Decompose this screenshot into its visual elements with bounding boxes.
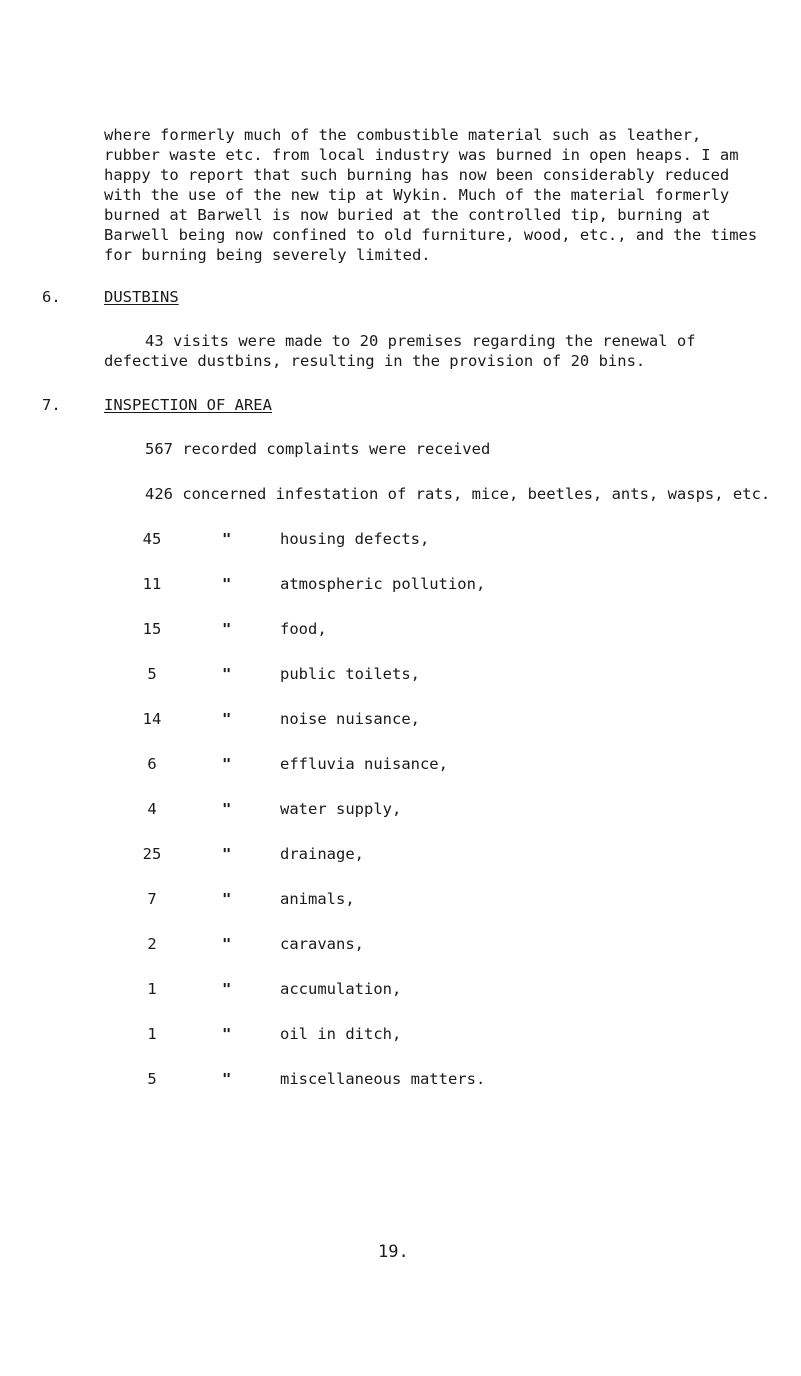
- complaint-item: [0, 979, 700, 999]
- complaint-item: [0, 934, 700, 954]
- complaint-description: drainage,: [280, 845, 364, 863]
- complaint-item-infestation: 426 concerned infestation of rats, mice, beetles, ants, wasps, etc.: [145, 485, 771, 503]
- intro-paragraph: [104, 125, 794, 265]
- complaint-item: [0, 799, 700, 819]
- intro-line: rubber waste etc. from local industry was burned in open heaps. I am: [104, 146, 739, 164]
- ditto-mark: ": [222, 530, 232, 548]
- ditto-mark: ": [222, 800, 232, 818]
- complaint-description: food,: [280, 620, 327, 638]
- ditto-mark: ": [222, 755, 232, 773]
- complaint-count: 1: [147, 980, 157, 998]
- complaint-count: 15: [142, 620, 162, 638]
- complaint-count: 5: [147, 1070, 157, 1088]
- complaint-count: 25: [142, 845, 162, 863]
- intro-line: with the use of the new tip at Wykin. Much of the material formerly: [104, 186, 730, 204]
- complaint-description: water supply,: [280, 800, 402, 818]
- complaint-count: 7: [147, 890, 157, 908]
- complaint-item: [0, 574, 700, 594]
- complaint-description: accumulation,: [280, 980, 402, 998]
- section-6-text-line: defective dustbins, resulting in the provision of 20 bins.: [104, 352, 646, 370]
- complaint-description: oil in ditch,: [280, 1025, 402, 1043]
- intro-line: Barwell being now confined to old furniture, wood, etc., and the times: [104, 226, 758, 244]
- ditto-mark: ": [222, 710, 232, 728]
- complaint-count: 6: [147, 755, 157, 773]
- complaint-description: animals,: [280, 890, 355, 908]
- complaint-item: [0, 529, 700, 549]
- ditto-mark: ": [222, 575, 232, 593]
- complaint-item: [0, 844, 700, 864]
- complaint-count: 11: [142, 575, 162, 593]
- ditto-mark: ": [222, 935, 232, 953]
- complaint-count: 14: [142, 710, 162, 728]
- intro-line: for burning being severely limited.: [104, 246, 431, 264]
- complaint-item: [0, 709, 700, 729]
- complaint-description: noise nuisance,: [280, 710, 420, 728]
- complaint-description: miscellaneous matters.: [280, 1070, 486, 1088]
- complaint-count: 1: [147, 1025, 157, 1043]
- complaint-count: 2: [147, 935, 157, 953]
- ditto-mark: ": [222, 620, 232, 638]
- complaint-description: atmospheric pollution,: [280, 575, 486, 593]
- section-7-heading: INSPECTION OF AREA: [104, 396, 272, 414]
- complaint-count: 45: [142, 530, 162, 548]
- complaint-description: public toilets,: [280, 665, 420, 683]
- complaint-count: 4: [147, 800, 157, 818]
- ditto-mark: ": [222, 665, 232, 683]
- ditto-mark: ": [222, 890, 232, 908]
- complaint-description: effluvia nuisance,: [280, 755, 448, 773]
- section-6-text-line: 43 visits were made to 20 premises regarding the renewal of: [145, 332, 696, 350]
- ditto-mark: ": [222, 1025, 232, 1043]
- ditto-mark: ": [222, 980, 232, 998]
- page-number: 19.: [378, 1242, 409, 1262]
- complaint-description: caravans,: [280, 935, 364, 953]
- complaint-description: housing defects,: [280, 530, 430, 548]
- section-7-number: 7.: [42, 396, 61, 414]
- section-6-number: 6.: [42, 288, 61, 306]
- ditto-mark: ": [222, 1070, 232, 1088]
- section-6-heading: DUSTBINS: [104, 288, 179, 306]
- complaint-item: [0, 889, 700, 909]
- ditto-mark: ": [222, 845, 232, 863]
- intro-line: happy to report that such burning has now been considerably reduced: [104, 166, 730, 184]
- complaints-received-line: 567 recorded complaints were received: [145, 440, 491, 458]
- intro-line: where formerly much of the combustible material such as leather,: [104, 126, 702, 144]
- intro-line: burned at Barwell is now buried at the controlled tip, burning at: [104, 206, 711, 224]
- complaint-item: [0, 1069, 700, 1089]
- complaint-item: [0, 619, 700, 639]
- complaint-item: [0, 1024, 700, 1044]
- complaint-count: 5: [147, 665, 157, 683]
- complaint-item: [0, 664, 700, 684]
- complaint-item: [0, 754, 700, 774]
